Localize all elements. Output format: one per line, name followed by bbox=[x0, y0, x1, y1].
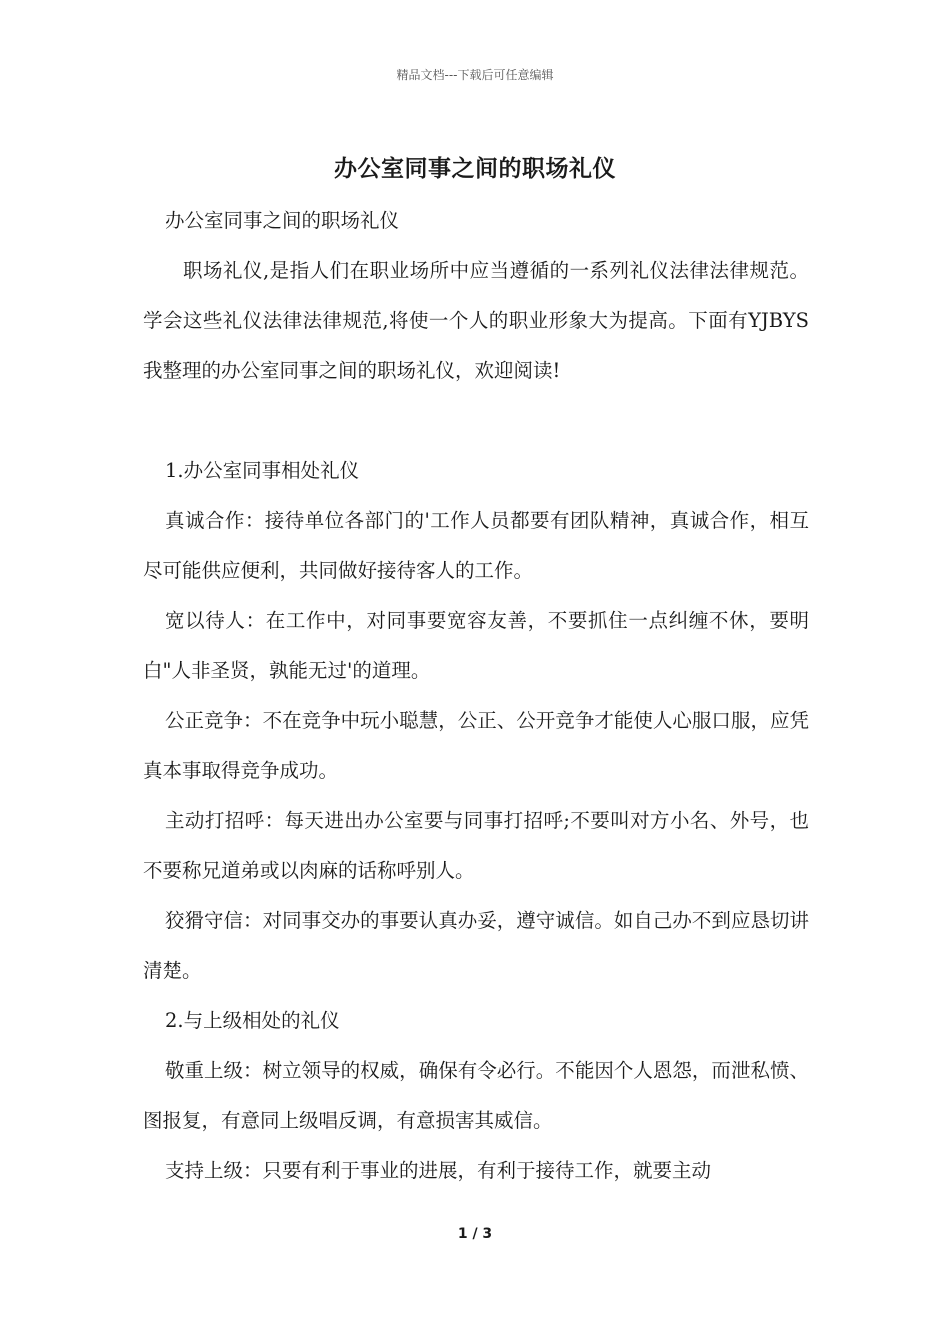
intro-paragraph: 职场礼仪,是指人们在职业场所中应当遵循的一系列礼仪法律法律规范。学会这些礼仪法律法律规范,将使一个人的职业形象大为提高。下面有YJBYS我整理的办公室同事之间的职场礼仪，欢迎阅读! bbox=[143, 259, 809, 382]
page-header: 精品文档---下载后可任意编辑 bbox=[396, 68, 554, 82]
body-paragraph: 支持上级：只要有利于事业的进展，有利于接待工作，就要主动 bbox=[165, 1159, 712, 1182]
body-paragraph: 敬重上级：树立领导的权威，确保有令必行。不能因个人恩怨，而泄私愤、图报复，有意同上级唱反调，有意损害其威信。 bbox=[143, 1059, 809, 1132]
paragraph-spacer bbox=[143, 396, 809, 446]
body-paragraph: 狡猾守信：对同事交办的事要认真办妥，遵守诚信。如自己办不到应恳切讲清楚。 bbox=[143, 909, 809, 982]
document-title: 办公室同事之间的职场礼仪 bbox=[334, 155, 616, 182]
body-paragraph: 宽以待人：在工作中，对同事要宽容友善，不要抓住一点纠缠不休，要明白"人非圣贤，孰能无过'的道理。 bbox=[143, 609, 809, 682]
body-paragraph: 真诚合作：接待单位各部门的'工作人员都要有团队精神，真诚合作，相互尽可能供应便利，共同做好接待客人的工作。 bbox=[143, 509, 809, 582]
document-body bbox=[143, 196, 809, 1196]
section-heading-1: 1.办公室同事相处礼仪 bbox=[165, 459, 360, 482]
page-indicator: 1 / 3 bbox=[457, 1226, 493, 1242]
body-paragraph: 主动打招呼：每天进出办公室要与同事打招呼;不要叫对方小名、外号，也不要称兄道弟或以肉麻的话称呼别人。 bbox=[143, 809, 809, 882]
body-paragraph: 公正竞争：不在竞争中玩小聪慧，公正、公开竞争才能使人心服口服，应凭真本事取得竞争成功。 bbox=[143, 709, 809, 782]
section-heading-2: 2.与上级相处的礼仪 bbox=[165, 1009, 340, 1032]
subtitle-paragraph: 办公室同事之间的职场礼仪 bbox=[165, 209, 400, 232]
